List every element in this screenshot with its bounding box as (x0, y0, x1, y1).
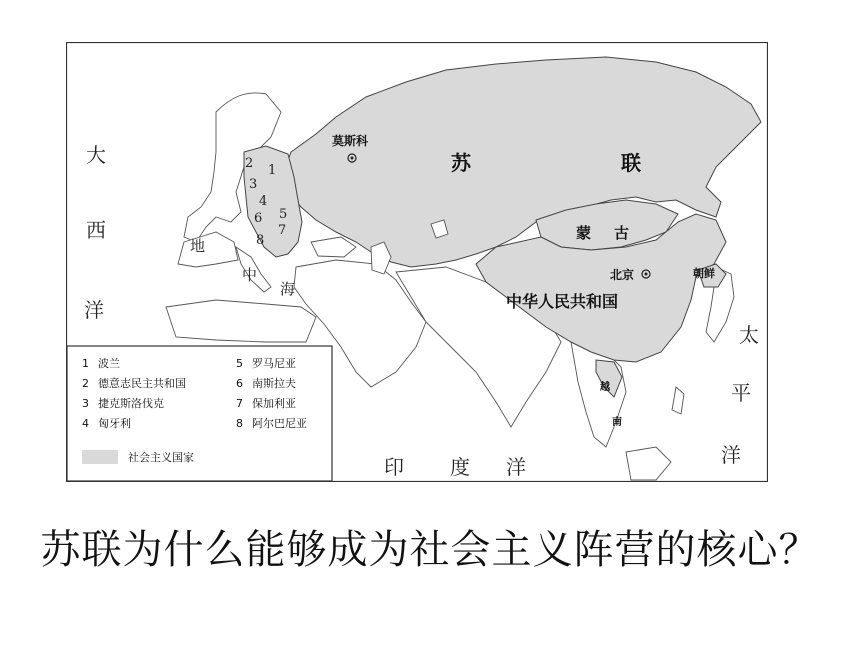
mongolia-label-1: 蒙 (576, 224, 592, 242)
number-label-8: 8 (256, 233, 265, 248)
indian-label-2: 度 (450, 455, 470, 479)
indian-label-1: 印 (384, 455, 404, 479)
china-label: 中华人民共和国 (506, 292, 619, 311)
number-label-4: 4 (259, 194, 268, 209)
legend-swatch (82, 450, 118, 464)
mediterranean-label-1: 地 (190, 237, 206, 255)
beijing-label: 北京 (610, 268, 635, 282)
socialist-camp-map (66, 42, 768, 482)
atlantic-label-3: 洋 (84, 298, 104, 322)
moscow-label: 莫斯科 (332, 134, 369, 148)
number-label-2: 2 (245, 156, 254, 171)
ussr-label-2: 联 (621, 151, 641, 175)
legend-num-2: 2 (82, 377, 89, 390)
number-label-7: 7 (278, 223, 287, 238)
mongolia-label-2: 古 (614, 224, 630, 242)
legend-num-3: 3 (82, 397, 89, 410)
number-label-3: 3 (249, 177, 258, 192)
legend-swatch-label: 社会主义国家 (128, 451, 194, 464)
question-text: 苏联为什么能够成为社会主义阵营的核心？ (40, 527, 820, 573)
moscow-marker-dot (351, 157, 354, 160)
legend-name-1: 波兰 (98, 357, 120, 370)
legend-name-7: 保加利亚 (252, 397, 296, 410)
legend-num-5: 5 (236, 357, 243, 370)
legend-num-8: 8 (236, 417, 243, 430)
atlantic-label-2: 西 (86, 218, 106, 242)
indian-label-3: 洋 (506, 455, 526, 479)
legend-name-5: 罗马尼亚 (252, 357, 296, 370)
korea-label: 朝鲜 (693, 267, 715, 280)
legend-num-1: 1 (82, 357, 89, 370)
vietnam-label-2: 南 (612, 417, 622, 428)
beijing-marker-dot (645, 273, 648, 276)
legend-name-3: 捷克斯洛伐克 (98, 397, 164, 410)
mediterranean-label-3: 海 (280, 280, 296, 298)
number-label-5: 5 (279, 207, 288, 222)
atlantic-label-1: 大 (86, 143, 106, 167)
legend-num-6: 6 (236, 377, 243, 390)
mediterranean-label-2: 中 (242, 266, 258, 284)
pacific-label-1: 太 (739, 323, 759, 347)
legend-num-4: 4 (82, 417, 89, 430)
legend-name-4: 匈牙利 (98, 417, 131, 430)
pacific-label-2: 平 (731, 381, 751, 405)
ussr-label-1: 苏 (451, 151, 471, 175)
legend-name-6: 南斯拉夫 (252, 377, 296, 390)
vietnam-label-1: 越 (600, 382, 610, 393)
map-legend (67, 346, 332, 481)
legend-name-8: 阿尔巴尼亚 (252, 417, 307, 430)
number-label-6: 6 (254, 211, 263, 226)
number-label-1: 1 (268, 163, 277, 178)
legend-name-2: 德意志民主共和国 (98, 377, 186, 390)
legend-num-7: 7 (236, 397, 243, 410)
pacific-label-3: 洋 (721, 443, 741, 467)
